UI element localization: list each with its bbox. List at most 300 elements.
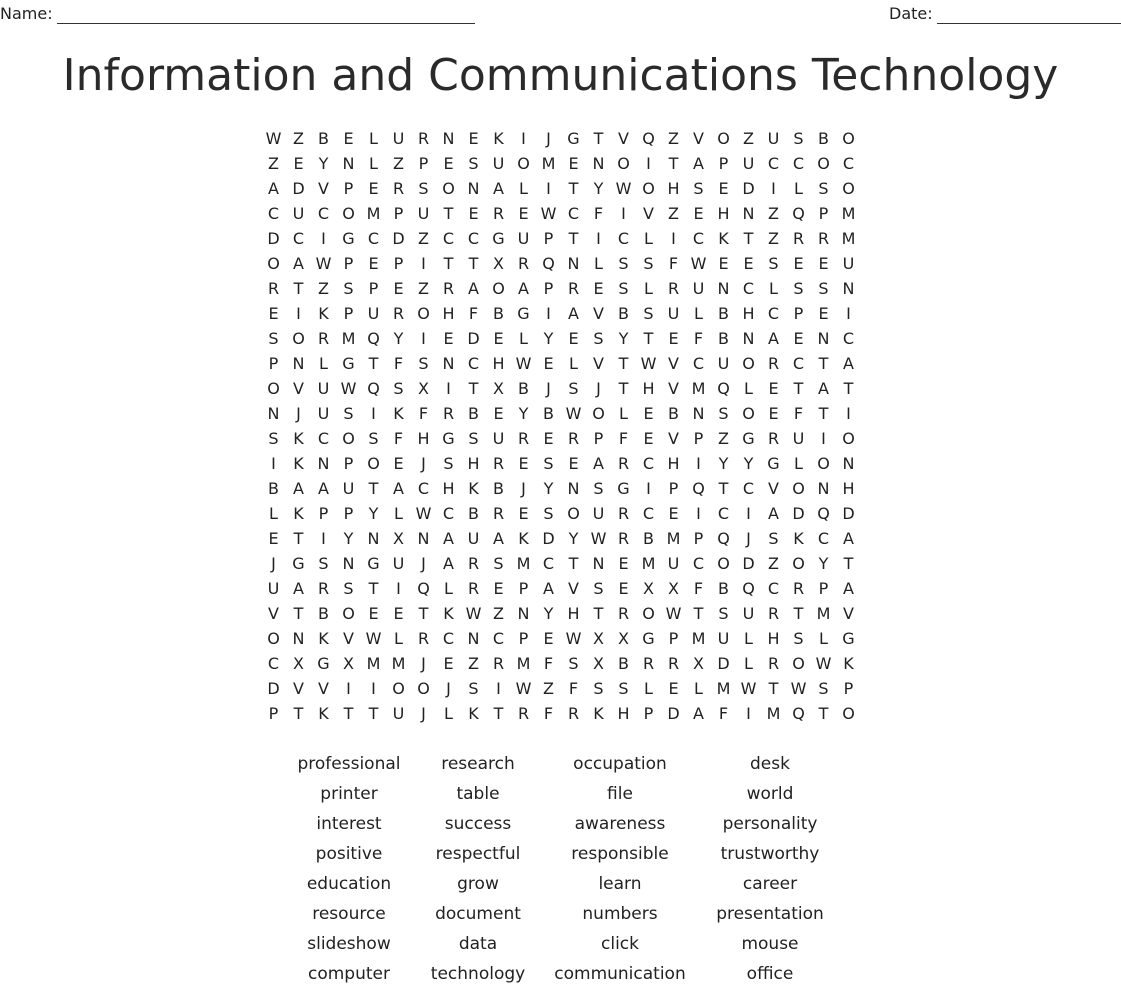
grid-letter[interactable]: K xyxy=(318,704,329,723)
grid-letter[interactable]: Z xyxy=(468,654,479,673)
grid-letter[interactable]: O xyxy=(517,154,530,173)
grid-letter[interactable]: L xyxy=(644,679,653,698)
grid-letter[interactable]: R xyxy=(767,429,780,448)
grid-letter[interactable]: O xyxy=(417,304,430,323)
grid-letter[interactable]: R xyxy=(617,604,630,623)
grid-letter[interactable]: N xyxy=(442,129,455,148)
grid-letter[interactable]: H xyxy=(842,479,855,498)
grid-letter[interactable]: D xyxy=(542,529,555,548)
grid-letter[interactable]: A xyxy=(493,529,504,548)
grid-letter[interactable]: A xyxy=(818,379,829,398)
grid-letter[interactable]: G xyxy=(342,229,355,248)
grid-letter[interactable]: O xyxy=(642,604,655,623)
grid-letter[interactable]: T xyxy=(368,354,379,373)
grid-letter[interactable]: T xyxy=(843,379,854,398)
grid-letter[interactable]: S xyxy=(818,179,829,198)
grid-letter[interactable]: N xyxy=(842,454,855,473)
grid-letter[interactable]: N xyxy=(567,479,580,498)
grid-letter[interactable]: N xyxy=(742,329,755,348)
grid-letter[interactable]: A xyxy=(493,179,504,198)
grid-letter[interactable]: I xyxy=(771,179,776,198)
grid-letter[interactable]: J xyxy=(271,554,276,573)
grid-letter[interactable]: W xyxy=(740,679,757,698)
grid-letter[interactable]: Y xyxy=(343,529,354,548)
grid-letter[interactable]: B xyxy=(318,129,329,148)
grid-letter[interactable]: R xyxy=(442,279,455,298)
grid-letter[interactable]: I xyxy=(596,229,601,248)
grid-letter[interactable]: H xyxy=(617,704,630,723)
grid-letter[interactable]: T xyxy=(293,704,304,723)
grid-letter[interactable]: Z xyxy=(668,129,679,148)
grid-letter[interactable]: T xyxy=(793,604,804,623)
grid-letter[interactable]: I xyxy=(396,579,401,598)
grid-letter[interactable]: V xyxy=(318,679,329,698)
grid-letter[interactable]: A xyxy=(318,479,329,498)
grid-letter[interactable]: O xyxy=(792,479,805,498)
grid-letter[interactable]: P xyxy=(268,704,279,723)
grid-letter[interactable]: F xyxy=(593,204,604,223)
grid-letter[interactable]: O xyxy=(742,404,755,423)
grid-letter[interactable]: E xyxy=(643,429,654,448)
grid-letter[interactable]: S xyxy=(618,279,629,298)
grid-letter[interactable]: I xyxy=(271,454,276,473)
grid-letter[interactable]: T xyxy=(618,354,629,373)
grid-letter[interactable]: S xyxy=(418,179,429,198)
grid-letter[interactable]: R xyxy=(492,204,505,223)
grid-letter[interactable]: K xyxy=(293,454,304,473)
grid-letter[interactable]: B xyxy=(268,479,279,498)
grid-letter[interactable]: E xyxy=(618,554,629,573)
grid-letter[interactable]: N xyxy=(292,629,305,648)
grid-letter[interactable]: U xyxy=(367,304,380,323)
grid-letter[interactable]: R xyxy=(667,654,680,673)
grid-letter[interactable]: T xyxy=(593,604,604,623)
grid-letter[interactable]: C xyxy=(742,279,755,298)
grid-letter[interactable]: H xyxy=(442,304,455,323)
grid-letter[interactable]: T xyxy=(668,154,679,173)
grid-letter[interactable]: I xyxy=(821,429,826,448)
grid-letter[interactable]: O xyxy=(342,429,355,448)
grid-letter[interactable]: G xyxy=(492,229,505,248)
grid-letter[interactable]: Q xyxy=(717,379,730,398)
grid-letter[interactable]: E xyxy=(793,254,804,273)
grid-letter[interactable]: T xyxy=(568,179,579,198)
grid-letter[interactable]: E xyxy=(668,329,679,348)
grid-letter[interactable]: Z xyxy=(393,154,404,173)
grid-letter[interactable]: R xyxy=(617,504,630,523)
grid-letter[interactable]: D xyxy=(842,504,855,523)
grid-letter[interactable]: H xyxy=(667,454,680,473)
grid-letter[interactable]: O xyxy=(267,254,280,273)
grid-letter[interactable]: A xyxy=(293,579,304,598)
grid-letter[interactable]: P xyxy=(818,204,829,223)
grid-letter[interactable]: Y xyxy=(393,329,404,348)
grid-letter[interactable]: P xyxy=(368,279,379,298)
grid-letter[interactable]: F xyxy=(418,404,429,423)
grid-letter[interactable]: G xyxy=(317,654,330,673)
grid-letter[interactable]: C xyxy=(442,504,455,523)
grid-letter[interactable]: G xyxy=(617,479,630,498)
grid-letter[interactable]: C xyxy=(617,229,630,248)
grid-letter[interactable]: P xyxy=(718,154,729,173)
grid-letter[interactable]: W xyxy=(590,529,607,548)
grid-letter[interactable]: N xyxy=(342,154,355,173)
grid-letter[interactable]: U xyxy=(317,379,330,398)
grid-letter[interactable]: R xyxy=(517,254,530,273)
grid-letter[interactable]: L xyxy=(744,654,753,673)
grid-letter[interactable]: U xyxy=(392,704,405,723)
grid-letter[interactable]: G xyxy=(442,429,455,448)
grid-letter[interactable]: T xyxy=(843,554,854,573)
grid-letter[interactable]: F xyxy=(693,579,704,598)
grid-letter[interactable]: K xyxy=(443,604,454,623)
grid-letter[interactable]: E xyxy=(368,604,379,623)
grid-letter[interactable]: C xyxy=(792,154,805,173)
grid-letter[interactable]: Y xyxy=(568,529,579,548)
grid-letter[interactable]: E xyxy=(818,254,829,273)
grid-letter[interactable]: C xyxy=(642,454,655,473)
grid-letter[interactable]: N xyxy=(467,629,480,648)
grid-letter[interactable]: L xyxy=(394,504,403,523)
grid-letter[interactable]: S xyxy=(543,454,554,473)
grid-letter[interactable]: R xyxy=(317,329,330,348)
grid-letter[interactable]: L xyxy=(744,629,753,648)
grid-letter[interactable]: A xyxy=(543,579,554,598)
grid-letter[interactable]: F xyxy=(618,429,629,448)
grid-letter[interactable]: L xyxy=(819,629,828,648)
grid-letter[interactable]: F xyxy=(393,429,404,448)
grid-letter[interactable]: O xyxy=(342,204,355,223)
grid-letter[interactable]: N xyxy=(692,404,705,423)
grid-letter[interactable]: E xyxy=(768,404,779,423)
grid-letter[interactable]: N xyxy=(592,554,605,573)
grid-letter[interactable]: Z xyxy=(293,129,304,148)
grid-letter[interactable]: E xyxy=(393,279,404,298)
grid-letter[interactable]: U xyxy=(492,154,505,173)
grid-letter[interactable]: U xyxy=(392,554,405,573)
grid-letter[interactable]: M xyxy=(666,529,681,548)
grid-letter[interactable]: J xyxy=(546,379,551,398)
grid-letter[interactable]: D xyxy=(292,179,305,198)
grid-letter[interactable]: K xyxy=(593,704,604,723)
grid-letter[interactable]: P xyxy=(668,629,679,648)
grid-letter[interactable]: V xyxy=(768,479,779,498)
grid-letter[interactable]: R xyxy=(567,429,580,448)
grid-letter[interactable]: S xyxy=(468,429,479,448)
grid-letter[interactable]: D xyxy=(717,654,730,673)
grid-letter[interactable]: U xyxy=(717,629,730,648)
grid-letter[interactable]: F xyxy=(543,654,554,673)
grid-letter[interactable]: O xyxy=(842,704,855,723)
grid-letter[interactable]: T xyxy=(693,604,704,623)
grid-letter[interactable]: D xyxy=(267,679,280,698)
grid-letter[interactable]: P xyxy=(393,254,404,273)
grid-letter[interactable]: Q xyxy=(717,529,730,548)
grid-letter[interactable]: O xyxy=(717,129,730,148)
grid-letter[interactable]: T xyxy=(443,204,454,223)
grid-letter[interactable]: F xyxy=(568,679,579,698)
grid-letter[interactable]: H xyxy=(717,204,730,223)
grid-letter[interactable]: Y xyxy=(518,404,529,423)
grid-letter[interactable]: F xyxy=(793,404,804,423)
grid-letter[interactable]: P xyxy=(343,504,354,523)
grid-letter[interactable]: B xyxy=(543,404,554,423)
grid-letter[interactable]: B xyxy=(618,304,629,323)
grid-letter[interactable]: T xyxy=(593,129,604,148)
grid-letter[interactable]: N xyxy=(592,154,605,173)
grid-letter[interactable]: E xyxy=(618,579,629,598)
grid-letter[interactable]: E xyxy=(443,654,454,673)
grid-letter[interactable]: I xyxy=(696,504,701,523)
grid-letter[interactable]: T xyxy=(568,229,579,248)
grid-letter[interactable]: K xyxy=(468,479,479,498)
grid-letter[interactable]: T xyxy=(818,704,829,723)
grid-letter[interactable]: O xyxy=(417,679,430,698)
grid-letter[interactable]: Y xyxy=(718,454,729,473)
grid-letter[interactable]: X xyxy=(593,654,604,673)
grid-letter[interactable]: O xyxy=(492,279,505,298)
grid-letter[interactable]: R xyxy=(442,404,455,423)
grid-letter[interactable]: S xyxy=(618,679,629,698)
grid-letter[interactable]: D xyxy=(467,329,480,348)
grid-letter[interactable]: D xyxy=(667,704,680,723)
grid-letter[interactable]: U xyxy=(717,354,730,373)
grid-letter[interactable]: U xyxy=(667,304,680,323)
grid-letter[interactable]: O xyxy=(567,504,580,523)
grid-letter[interactable]: M xyxy=(391,654,406,673)
grid-letter[interactable]: A xyxy=(843,529,854,548)
grid-letter[interactable]: S xyxy=(418,354,429,373)
grid-letter[interactable]: Q xyxy=(367,329,380,348)
grid-letter[interactable]: X xyxy=(418,379,429,398)
grid-letter[interactable]: R xyxy=(617,454,630,473)
grid-letter[interactable]: F xyxy=(543,704,554,723)
grid-letter[interactable]: I xyxy=(846,304,851,323)
grid-letter[interactable]: E xyxy=(268,529,279,548)
grid-letter[interactable]: O xyxy=(642,179,655,198)
grid-letter[interactable]: C xyxy=(767,154,780,173)
grid-letter[interactable]: R xyxy=(317,579,330,598)
grid-letter[interactable]: R xyxy=(392,179,405,198)
grid-letter[interactable]: X xyxy=(593,629,604,648)
grid-letter[interactable]: A xyxy=(443,554,454,573)
grid-letter[interactable]: J xyxy=(296,404,301,423)
grid-letter[interactable]: N xyxy=(842,279,855,298)
grid-letter[interactable]: O xyxy=(817,154,830,173)
grid-letter[interactable]: R xyxy=(467,554,480,573)
grid-letter[interactable]: G xyxy=(567,129,580,148)
grid-letter[interactable]: T xyxy=(343,704,354,723)
grid-letter[interactable]: O xyxy=(817,454,830,473)
grid-letter[interactable]: W xyxy=(315,254,332,273)
grid-letter[interactable]: L xyxy=(319,354,328,373)
grid-letter[interactable]: A xyxy=(468,279,479,298)
grid-letter[interactable]: Z xyxy=(668,204,679,223)
grid-letter[interactable]: K xyxy=(518,529,529,548)
grid-letter[interactable]: W xyxy=(665,604,682,623)
grid-letter[interactable]: T xyxy=(443,254,454,273)
grid-letter[interactable]: W xyxy=(465,604,482,623)
grid-letter[interactable]: B xyxy=(643,529,654,548)
grid-letter[interactable]: C xyxy=(642,504,655,523)
grid-letter[interactable]: I xyxy=(421,329,426,348)
grid-letter[interactable]: C xyxy=(692,354,705,373)
grid-letter[interactable]: R xyxy=(567,704,580,723)
grid-letter[interactable]: Z xyxy=(768,229,779,248)
grid-letter[interactable]: S xyxy=(768,254,779,273)
grid-letter[interactable]: V xyxy=(568,579,579,598)
grid-letter[interactable]: E xyxy=(468,204,479,223)
grid-letter[interactable]: S xyxy=(768,529,779,548)
grid-letter[interactable]: L xyxy=(794,454,803,473)
grid-letter[interactable]: D xyxy=(267,229,280,248)
grid-letter[interactable]: I xyxy=(446,379,451,398)
grid-letter[interactable]: V xyxy=(668,379,679,398)
grid-letter[interactable]: I xyxy=(321,529,326,548)
grid-letter[interactable]: Q xyxy=(817,504,830,523)
grid-letter[interactable]: Z xyxy=(718,429,729,448)
grid-letter[interactable]: P xyxy=(793,304,804,323)
grid-letter[interactable]: C xyxy=(542,554,555,573)
grid-letter[interactable]: A xyxy=(693,154,704,173)
grid-letter[interactable]: H xyxy=(742,304,755,323)
grid-letter[interactable]: J xyxy=(446,679,451,698)
grid-letter[interactable]: S xyxy=(543,504,554,523)
grid-letter[interactable]: T xyxy=(468,254,479,273)
grid-letter[interactable]: L xyxy=(694,304,703,323)
grid-letter[interactable]: E xyxy=(368,179,379,198)
grid-letter[interactable]: K xyxy=(318,629,329,648)
grid-letter[interactable]: O xyxy=(617,154,630,173)
grid-letter[interactable]: X xyxy=(668,579,679,598)
grid-letter[interactable]: B xyxy=(718,329,729,348)
grid-letter[interactable]: O xyxy=(267,379,280,398)
grid-letter[interactable]: E xyxy=(468,129,479,148)
grid-letter[interactable]: Q xyxy=(542,254,555,273)
grid-letter[interactable]: A xyxy=(568,304,579,323)
grid-letter[interactable]: V xyxy=(343,629,354,648)
grid-letter[interactable]: Y xyxy=(318,154,329,173)
grid-letter[interactable]: C xyxy=(692,554,705,573)
grid-letter[interactable]: R xyxy=(767,604,780,623)
grid-letter[interactable]: P xyxy=(343,454,354,473)
grid-letter[interactable]: S xyxy=(818,679,829,698)
grid-letter[interactable]: E xyxy=(743,254,754,273)
grid-letter[interactable]: S xyxy=(468,679,479,698)
grid-letter[interactable]: K xyxy=(393,404,404,423)
grid-letter[interactable]: M xyxy=(766,704,781,723)
grid-letter[interactable]: I xyxy=(521,129,526,148)
grid-letter[interactable]: H xyxy=(467,454,480,473)
grid-letter[interactable]: Z xyxy=(268,154,279,173)
grid-letter[interactable]: C xyxy=(767,579,780,598)
grid-letter[interactable]: P xyxy=(318,504,329,523)
grid-letter[interactable]: I xyxy=(671,229,676,248)
grid-letter[interactable]: F xyxy=(393,354,404,373)
grid-letter[interactable]: R xyxy=(492,504,505,523)
grid-letter[interactable]: Q xyxy=(792,704,805,723)
grid-letter[interactable]: O xyxy=(842,179,855,198)
grid-letter[interactable]: U xyxy=(492,429,505,448)
grid-letter[interactable]: L xyxy=(569,354,578,373)
grid-letter[interactable]: R xyxy=(567,279,580,298)
grid-letter[interactable]: U xyxy=(517,229,530,248)
grid-letter[interactable]: T xyxy=(793,379,804,398)
grid-letter[interactable]: C xyxy=(317,204,330,223)
grid-letter[interactable]: O xyxy=(392,679,405,698)
grid-letter[interactable]: T xyxy=(418,604,429,623)
grid-letter[interactable]: O xyxy=(742,354,755,373)
grid-letter[interactable]: E xyxy=(543,354,554,373)
grid-letter[interactable]: B xyxy=(493,304,504,323)
grid-letter[interactable]: Q xyxy=(792,204,805,223)
grid-letter[interactable]: Q xyxy=(742,579,755,598)
grid-letter[interactable]: I xyxy=(846,404,851,423)
grid-letter[interactable]: T xyxy=(368,479,379,498)
grid-letter[interactable]: Y xyxy=(818,554,829,573)
grid-letter[interactable]: B xyxy=(518,379,529,398)
grid-letter[interactable]: R xyxy=(792,229,805,248)
grid-letter[interactable]: C xyxy=(842,154,855,173)
grid-letter[interactable]: R xyxy=(392,304,405,323)
grid-letter[interactable]: A xyxy=(393,479,404,498)
grid-letter[interactable]: L xyxy=(794,179,803,198)
grid-letter[interactable]: P xyxy=(693,529,704,548)
grid-letter[interactable]: G xyxy=(767,454,780,473)
grid-letter[interactable]: X xyxy=(493,254,504,273)
grid-letter[interactable]: T xyxy=(768,679,779,698)
grid-letter[interactable]: U xyxy=(267,579,280,598)
grid-letter[interactable]: N xyxy=(367,529,380,548)
grid-letter[interactable]: N xyxy=(467,179,480,198)
grid-letter[interactable]: P xyxy=(268,354,279,373)
grid-letter[interactable]: Z xyxy=(493,604,504,623)
grid-letter[interactable]: W xyxy=(565,404,582,423)
grid-letter[interactable]: Y xyxy=(543,604,554,623)
grid-letter[interactable]: P xyxy=(518,629,529,648)
grid-letter[interactable]: P xyxy=(593,429,604,448)
grid-letter[interactable]: J xyxy=(421,554,426,573)
grid-letter[interactable]: A xyxy=(693,704,704,723)
grid-letter[interactable]: M xyxy=(841,229,856,248)
grid-letter[interactable]: I xyxy=(371,404,376,423)
grid-letter[interactable]: S xyxy=(618,254,629,273)
grid-letter[interactable]: S xyxy=(393,379,404,398)
grid-letter[interactable]: A xyxy=(768,329,779,348)
grid-letter[interactable]: E xyxy=(493,404,504,423)
grid-letter[interactable]: L xyxy=(394,629,403,648)
grid-letter[interactable]: S xyxy=(793,279,804,298)
grid-letter[interactable]: C xyxy=(567,204,580,223)
grid-letter[interactable]: V xyxy=(318,179,329,198)
grid-letter[interactable]: U xyxy=(767,129,780,148)
grid-letter[interactable]: B xyxy=(668,404,679,423)
grid-letter[interactable]: M xyxy=(691,629,706,648)
grid-letter[interactable]: U xyxy=(292,204,305,223)
grid-letter[interactable]: P xyxy=(693,429,704,448)
grid-letter[interactable]: W xyxy=(565,629,582,648)
grid-letter[interactable]: G xyxy=(742,429,755,448)
grid-letter[interactable]: O xyxy=(592,404,605,423)
grid-letter[interactable]: N xyxy=(742,204,755,223)
grid-letter[interactable]: S xyxy=(818,279,829,298)
grid-letter[interactable]: P xyxy=(543,279,554,298)
grid-letter[interactable]: I xyxy=(546,179,551,198)
grid-letter[interactable]: U xyxy=(792,429,805,448)
grid-letter[interactable]: S xyxy=(268,329,279,348)
grid-letter[interactable]: W xyxy=(615,179,632,198)
grid-letter[interactable]: I xyxy=(296,304,301,323)
